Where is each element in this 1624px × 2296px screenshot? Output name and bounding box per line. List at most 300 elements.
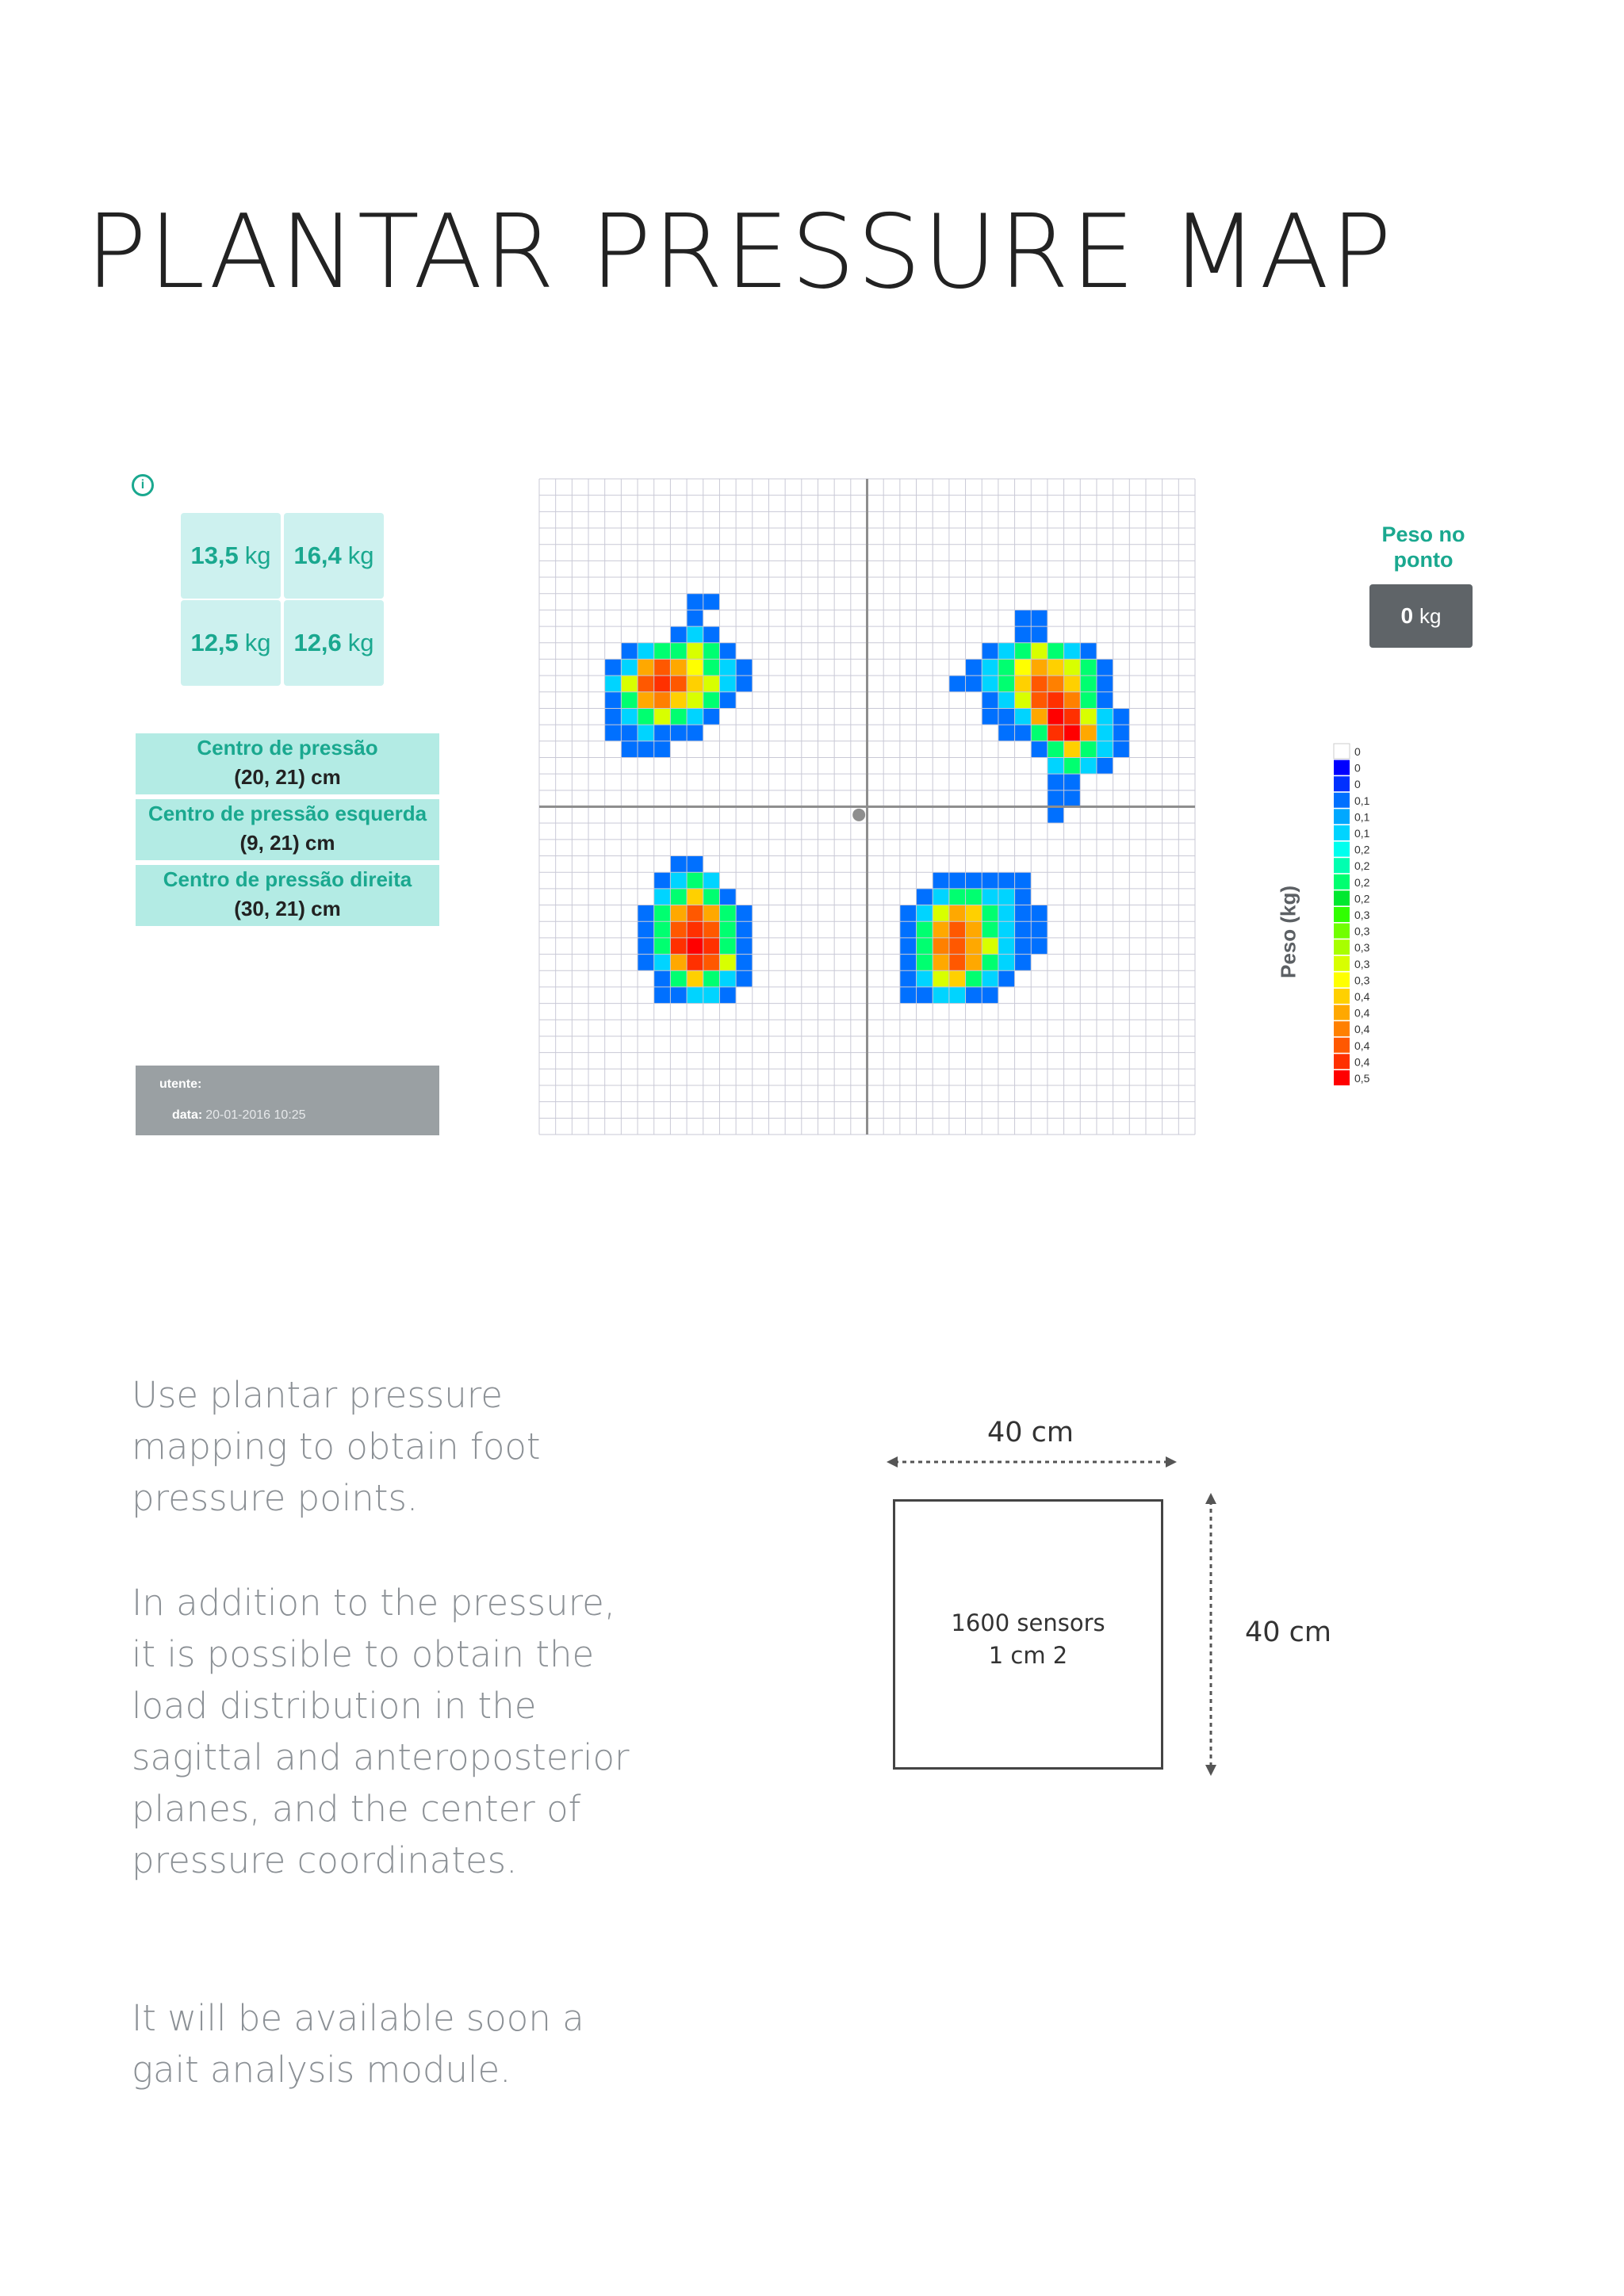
pressure-cell[interactable]	[687, 872, 703, 889]
paragraph-intro: Use plantar pressure mapping to obtain foot pressure points.	[132, 1374, 541, 1519]
pressure-cell[interactable]	[1031, 675, 1048, 692]
pressure-cell[interactable]	[1031, 921, 1048, 938]
pressure-cell[interactable]	[1031, 659, 1048, 675]
pressure-cell[interactable]	[719, 659, 736, 675]
sensor-count: 1600 sensors	[951, 1609, 1105, 1636]
legend-axis-title: Peso (kg)	[1276, 885, 1300, 979]
pressure-cell[interactable]	[966, 889, 982, 905]
pressure-cell[interactable]	[638, 905, 654, 922]
pressure-cell[interactable]	[638, 741, 654, 758]
pressure-cell[interactable]	[900, 955, 917, 971]
pressure-cell[interactable]	[1031, 626, 1048, 643]
pressure-cell[interactable]	[654, 905, 671, 922]
pressure-cell[interactable]	[687, 889, 703, 905]
pressure-cell[interactable]	[687, 725, 703, 741]
pressure-cell[interactable]	[1031, 708, 1048, 725]
pressure-cell[interactable]	[982, 987, 998, 1004]
pressure-cell[interactable]	[703, 692, 720, 709]
pressure-cell[interactable]	[621, 741, 638, 758]
pressure-cell[interactable]	[670, 626, 687, 643]
pressure-cell[interactable]	[1015, 905, 1032, 922]
pressure-cell[interactable]	[1080, 659, 1097, 675]
pressure-cell[interactable]	[1097, 757, 1113, 774]
pressure-cell[interactable]	[736, 659, 753, 675]
pressure-cell[interactable]	[998, 725, 1015, 741]
pressure-cell[interactable]	[1064, 790, 1081, 807]
pressure-cell[interactable]	[982, 675, 998, 692]
pressure-cell[interactable]	[982, 955, 998, 971]
pressure-cell[interactable]	[654, 675, 671, 692]
pressure-cell[interactable]	[654, 708, 671, 725]
pressure-cell[interactable]	[1064, 774, 1081, 790]
pressure-cell[interactable]	[998, 659, 1015, 675]
pressure-cell[interactable]	[1080, 725, 1097, 741]
pressure-cell[interactable]	[949, 955, 966, 971]
pressure-cell[interactable]	[966, 905, 982, 922]
pressure-cell[interactable]	[1031, 643, 1048, 660]
pressure-cell[interactable]	[1015, 659, 1032, 675]
pressure-cell[interactable]	[605, 692, 622, 709]
force-value: 13,5	[190, 541, 239, 569]
pressure-cell[interactable]	[719, 692, 736, 709]
pressure-cell[interactable]	[638, 938, 654, 955]
pressure-cell[interactable]	[670, 872, 687, 889]
cop-right-label: Centro de pressão direita	[163, 867, 412, 891]
pressure-cell[interactable]	[654, 889, 671, 905]
pressure-cell[interactable]	[998, 889, 1015, 905]
legend-swatch	[1334, 858, 1350, 873]
pressure-cell[interactable]	[719, 970, 736, 987]
pressure-cell[interactable]	[1031, 610, 1048, 626]
pressure-cell[interactable]	[917, 938, 933, 955]
legend-swatch	[1334, 1054, 1350, 1069]
force-unit: kg	[244, 541, 271, 569]
legend-swatch	[1334, 924, 1350, 939]
pressure-cell[interactable]	[654, 955, 671, 971]
pressure-cell[interactable]	[605, 675, 622, 692]
pressure-cell[interactable]	[900, 921, 917, 938]
point-weight-label-line1: Peso no	[1381, 522, 1465, 546]
legend-label: 0,3	[1354, 909, 1370, 921]
pressure-cell[interactable]	[917, 987, 933, 1004]
pressure-cell[interactable]	[982, 905, 998, 922]
force-unit: kg	[347, 629, 374, 656]
pressure-cell[interactable]	[1015, 889, 1032, 905]
pressure-cell[interactable]	[1048, 708, 1064, 725]
pressure-cell[interactable]	[621, 659, 638, 675]
pressure-cell[interactable]	[1015, 938, 1032, 955]
pressure-cell[interactable]	[638, 692, 654, 709]
paragraph-gait: It will be available soon a gait analysis module.	[132, 1997, 584, 2091]
pressure-cell[interactable]	[982, 708, 998, 725]
pressure-cell[interactable]	[687, 987, 703, 1004]
pressure-cell[interactable]	[1015, 643, 1032, 660]
pressure-cell[interactable]	[654, 643, 671, 660]
pressure-cell[interactable]	[998, 872, 1015, 889]
legend-swatch	[1334, 809, 1350, 824]
pressure-cell[interactable]	[1048, 757, 1064, 774]
pressure-cell[interactable]	[900, 938, 917, 955]
pressure-cell[interactable]	[1031, 741, 1048, 758]
pressure-cell[interactable]	[670, 905, 687, 922]
info-icon[interactable]: i	[132, 474, 154, 496]
pressure-cell[interactable]	[687, 626, 703, 643]
pressure-cell[interactable]	[982, 872, 998, 889]
pressure-cell[interactable]	[670, 856, 687, 873]
pressure-cell[interactable]	[1015, 955, 1032, 971]
pressure-cell[interactable]	[621, 692, 638, 709]
pressure-cell[interactable]	[703, 955, 720, 971]
pressure-cell[interactable]	[1048, 675, 1064, 692]
pressure-cell[interactable]	[1015, 921, 1032, 938]
pressure-cell[interactable]	[1064, 675, 1081, 692]
pressure-cell[interactable]	[998, 675, 1015, 692]
pressure-cell[interactable]	[1015, 675, 1032, 692]
pressure-cell[interactable]	[1097, 741, 1113, 758]
pressure-cell[interactable]	[687, 955, 703, 971]
pressure-cell[interactable]	[670, 921, 687, 938]
pressure-cell[interactable]	[1048, 790, 1064, 807]
pressure-cell[interactable]	[900, 970, 917, 987]
pressure-cell[interactable]	[719, 643, 736, 660]
legend-label: 0	[1354, 761, 1361, 775]
pressure-cell[interactable]	[1080, 741, 1097, 758]
pressure-cell[interactable]	[1048, 692, 1064, 709]
pressure-cell[interactable]	[998, 970, 1015, 987]
pressure-cell[interactable]	[638, 921, 654, 938]
pressure-cell[interactable]	[966, 921, 982, 938]
pressure-cell[interactable]	[654, 741, 671, 758]
legend-label: 0,2	[1354, 859, 1370, 873]
legend-label: 0,4	[1354, 1039, 1370, 1052]
patient-info-box	[136, 1066, 439, 1135]
pressure-cell[interactable]	[982, 659, 998, 675]
pressure-cell[interactable]	[982, 921, 998, 938]
pressure-cell[interactable]	[1080, 757, 1097, 774]
legend-label: 0,3	[1354, 957, 1370, 970]
pressure-cell[interactable]	[703, 872, 720, 889]
pressure-cell[interactable]	[1048, 659, 1064, 675]
pressure-cell[interactable]	[703, 675, 720, 692]
center-of-pressure-marker	[852, 809, 865, 821]
pressure-cell[interactable]	[736, 921, 753, 938]
center-of-pressure-box	[136, 733, 439, 794]
pressure-cell[interactable]	[966, 938, 982, 955]
pressure-cell[interactable]	[917, 921, 933, 938]
pressure-cell[interactable]	[1031, 725, 1048, 741]
pressure-cell[interactable]	[719, 921, 736, 938]
pressure-cell[interactable]	[998, 708, 1015, 725]
legend-label: 0,4	[1354, 1006, 1370, 1020]
pressure-cell[interactable]	[687, 675, 703, 692]
pressure-cell[interactable]	[703, 594, 720, 610]
pressure-cell[interactable]	[703, 626, 720, 643]
pressure-cell[interactable]	[736, 675, 753, 692]
legend-label: 0,1	[1354, 827, 1370, 840]
pressure-cell[interactable]	[1113, 741, 1130, 758]
pressure-cell[interactable]	[719, 938, 736, 955]
force-value: 16,4	[293, 541, 342, 569]
pressure-cell[interactable]	[654, 938, 671, 955]
pressure-cell[interactable]	[670, 643, 687, 660]
pressure-cell[interactable]	[670, 692, 687, 709]
pressure-cell[interactable]	[1048, 774, 1064, 790]
pressure-cell[interactable]	[1031, 938, 1048, 955]
pressure-cell[interactable]	[1097, 675, 1113, 692]
pressure-cell[interactable]	[949, 872, 966, 889]
pressure-cell[interactable]	[687, 856, 703, 873]
pressure-cell[interactable]	[982, 692, 998, 709]
pressure-cell[interactable]	[1097, 659, 1113, 675]
pressure-cell[interactable]	[933, 921, 949, 938]
legend-swatch	[1334, 825, 1350, 840]
legend-label: 0,3	[1354, 974, 1370, 987]
legend-label: 0,2	[1354, 892, 1370, 905]
pressure-cell[interactable]	[703, 970, 720, 987]
patient-label: utente:	[159, 1077, 202, 1091]
legend-label: 0,1	[1354, 794, 1370, 807]
pressure-cell[interactable]	[949, 987, 966, 1004]
legend-label: 0,1	[1354, 810, 1370, 824]
pressure-cell[interactable]	[1080, 692, 1097, 709]
pressure-cell[interactable]	[621, 708, 638, 725]
pressure-cell[interactable]	[703, 921, 720, 938]
legend-label: 0	[1354, 778, 1361, 791]
pressure-cell[interactable]	[638, 708, 654, 725]
pressure-cell[interactable]	[670, 938, 687, 955]
pressure-cell[interactable]	[1048, 725, 1064, 741]
sensor-size: 1 cm 2	[988, 1642, 1068, 1669]
pressure-cell[interactable]	[1097, 725, 1113, 741]
pressure-cell[interactable]	[1015, 708, 1032, 725]
pressure-cell[interactable]	[917, 889, 933, 905]
pressure-cell[interactable]	[719, 987, 736, 1004]
pressure-cell[interactable]	[719, 955, 736, 971]
pressure-cell[interactable]	[949, 905, 966, 922]
force-value: 12,6	[293, 629, 342, 656]
pressure-cell[interactable]	[638, 725, 654, 741]
pressure-cell[interactable]	[949, 921, 966, 938]
pressure-cell[interactable]	[638, 675, 654, 692]
pressure-cell[interactable]	[949, 889, 966, 905]
pressure-cell[interactable]	[736, 938, 753, 955]
pressure-cell[interactable]	[687, 938, 703, 955]
color-legend	[1329, 744, 1408, 1085]
pressure-cell[interactable]	[949, 938, 966, 955]
pressure-cell[interactable]	[638, 659, 654, 675]
width-label: 40 cm	[987, 1417, 1074, 1448]
pressure-cell[interactable]	[1080, 708, 1097, 725]
point-weight-label	[1348, 522, 1499, 572]
force-box-front-left	[181, 513, 281, 599]
pressure-cell[interactable]	[998, 921, 1015, 938]
pressure-cell[interactable]	[966, 872, 982, 889]
point-weight-box	[1369, 584, 1473, 648]
force-unit: kg	[347, 541, 374, 569]
pressure-cell[interactable]	[917, 970, 933, 987]
pressure-cell[interactable]	[966, 659, 982, 675]
pressure-cell[interactable]	[949, 675, 966, 692]
pressure-cell[interactable]	[1048, 643, 1064, 660]
pressure-cell[interactable]	[1048, 807, 1064, 824]
pressure-cell[interactable]	[1064, 708, 1081, 725]
pressure-cell[interactable]	[933, 955, 949, 971]
width-arrow	[887, 1452, 1177, 1471]
cop-label: Centro de pressão	[197, 736, 378, 760]
pressure-cell[interactable]	[687, 921, 703, 938]
pressure-cell[interactable]	[933, 905, 949, 922]
pressure-cell[interactable]	[638, 643, 654, 660]
pressure-cell[interactable]	[1064, 643, 1081, 660]
pressure-cell[interactable]	[1064, 725, 1081, 741]
date-value: 20-01-2016 10:25	[205, 1108, 306, 1122]
pressure-cell[interactable]	[982, 889, 998, 905]
pressure-cell[interactable]	[687, 692, 703, 709]
pressure-cell[interactable]	[1097, 692, 1113, 709]
pressure-cell[interactable]	[670, 659, 687, 675]
pressure-cell[interactable]	[1015, 872, 1032, 889]
pressure-cell[interactable]	[966, 970, 982, 987]
pressure-cell[interactable]	[687, 594, 703, 610]
legend-label: 0,4	[1354, 990, 1370, 1003]
pressure-cell[interactable]	[687, 643, 703, 660]
pressure-cell[interactable]	[654, 970, 671, 987]
pressure-cell[interactable]	[982, 938, 998, 955]
pressure-cell[interactable]	[654, 872, 671, 889]
pressure-cell[interactable]	[1015, 610, 1032, 626]
cop-right-coords: (30, 21) cm	[234, 897, 341, 920]
pressure-cell[interactable]	[670, 675, 687, 692]
pressure-cell[interactable]	[917, 905, 933, 922]
pressure-cell[interactable]	[687, 610, 703, 626]
force-unit: kg	[244, 629, 271, 656]
pressure-cell[interactable]	[654, 921, 671, 938]
pressure-cell[interactable]	[1015, 725, 1032, 741]
pressure-cell[interactable]	[1113, 708, 1130, 725]
pressure-cell[interactable]	[1097, 708, 1113, 725]
legend-swatch	[1334, 907, 1350, 922]
pressure-cell[interactable]	[1064, 741, 1081, 758]
pressure-cell[interactable]	[703, 708, 720, 725]
page-title: PLANTAR PRESSURE MAP	[86, 193, 1394, 312]
pressure-cell[interactable]	[605, 659, 622, 675]
pressure-cell[interactable]	[687, 970, 703, 987]
pressure-cell[interactable]	[998, 692, 1015, 709]
pressure-cell[interactable]	[998, 955, 1015, 971]
pressure-cell[interactable]	[982, 970, 998, 987]
legend-swatch	[1334, 793, 1350, 808]
pressure-cell[interactable]	[687, 708, 703, 725]
legend-swatch	[1334, 760, 1350, 775]
pressure-cell[interactable]	[1031, 692, 1048, 709]
pressure-cell[interactable]	[670, 889, 687, 905]
pressure-cell[interactable]	[933, 938, 949, 955]
pressure-cell[interactable]	[703, 938, 720, 955]
pressure-cell[interactable]	[998, 938, 1015, 955]
pressure-cell[interactable]	[654, 725, 671, 741]
legend-label: 0,3	[1354, 941, 1370, 955]
pressure-cell[interactable]	[638, 955, 654, 971]
force-value: 12,5	[190, 629, 239, 656]
pressure-cell[interactable]	[982, 643, 998, 660]
point-weight-unit: kg	[1419, 603, 1442, 628]
pressure-cell[interactable]	[1015, 692, 1032, 709]
pressure-cell[interactable]	[654, 659, 671, 675]
pressure-cell[interactable]	[966, 675, 982, 692]
legend-swatch	[1334, 1021, 1350, 1036]
legend-label: 0	[1354, 745, 1361, 758]
pressure-cell[interactable]	[670, 955, 687, 971]
pressure-cell[interactable]	[605, 708, 622, 725]
pressure-cell[interactable]	[1080, 643, 1097, 660]
pressure-cell[interactable]	[1113, 725, 1130, 741]
pressure-cell[interactable]	[917, 955, 933, 971]
pressure-cell[interactable]	[703, 889, 720, 905]
pressure-cell[interactable]	[933, 889, 949, 905]
pressure-heatmap[interactable]	[539, 479, 1195, 1135]
pressure-cell[interactable]	[736, 970, 753, 987]
legend-swatch	[1334, 956, 1350, 971]
pressure-cell[interactable]	[1064, 659, 1081, 675]
pressure-cell[interactable]	[966, 987, 982, 1004]
pressure-cell[interactable]	[998, 905, 1015, 922]
pressure-cell[interactable]	[621, 675, 638, 692]
pressure-cell[interactable]	[687, 905, 703, 922]
pressure-cell[interactable]	[900, 905, 917, 922]
pressure-cell[interactable]	[933, 872, 949, 889]
legend-label: 0,2	[1354, 843, 1370, 856]
pressure-cell[interactable]	[654, 987, 671, 1004]
pressure-cell[interactable]	[949, 970, 966, 987]
pressure-cell[interactable]	[933, 970, 949, 987]
pressure-cell[interactable]	[654, 692, 671, 709]
pressure-cell[interactable]	[1031, 905, 1048, 922]
pressure-cell[interactable]	[703, 643, 720, 660]
pressure-cell[interactable]	[719, 889, 736, 905]
legend-label: 0,2	[1354, 875, 1370, 889]
pressure-cell[interactable]	[1080, 675, 1097, 692]
cop-left-label: Centro de pressão esquerda	[147, 802, 427, 825]
legend-swatch	[1334, 1038, 1350, 1053]
pressure-cell[interactable]	[1015, 626, 1032, 643]
pressure-cell[interactable]	[605, 725, 622, 741]
pressure-cell[interactable]	[736, 955, 753, 971]
pressure-cell[interactable]	[687, 659, 703, 675]
pressure-cell[interactable]	[736, 905, 753, 922]
pressure-cell[interactable]	[1064, 692, 1081, 709]
pressure-cell[interactable]	[670, 987, 687, 1004]
pressure-cell[interactable]	[621, 643, 638, 660]
pressure-cell[interactable]	[719, 905, 736, 922]
legend-swatch	[1334, 989, 1350, 1004]
pressure-cell[interactable]	[1064, 757, 1081, 774]
pressure-cell[interactable]	[703, 659, 720, 675]
pressure-cell[interactable]	[703, 905, 720, 922]
pressure-cell[interactable]	[621, 725, 638, 741]
pressure-cell[interactable]	[670, 725, 687, 741]
pressure-cell[interactable]	[670, 708, 687, 725]
pressure-cell[interactable]	[703, 987, 720, 1004]
pressure-cell[interactable]	[1048, 741, 1064, 758]
pressure-cell[interactable]	[670, 970, 687, 987]
pressure-cell[interactable]	[900, 987, 917, 1004]
legend-swatch	[1334, 842, 1350, 857]
pressure-cell[interactable]	[998, 643, 1015, 660]
pressure-cell[interactable]	[933, 987, 949, 1004]
pressure-cell[interactable]	[719, 675, 736, 692]
legend-swatch	[1334, 1070, 1350, 1085]
pressure-cell[interactable]	[966, 955, 982, 971]
